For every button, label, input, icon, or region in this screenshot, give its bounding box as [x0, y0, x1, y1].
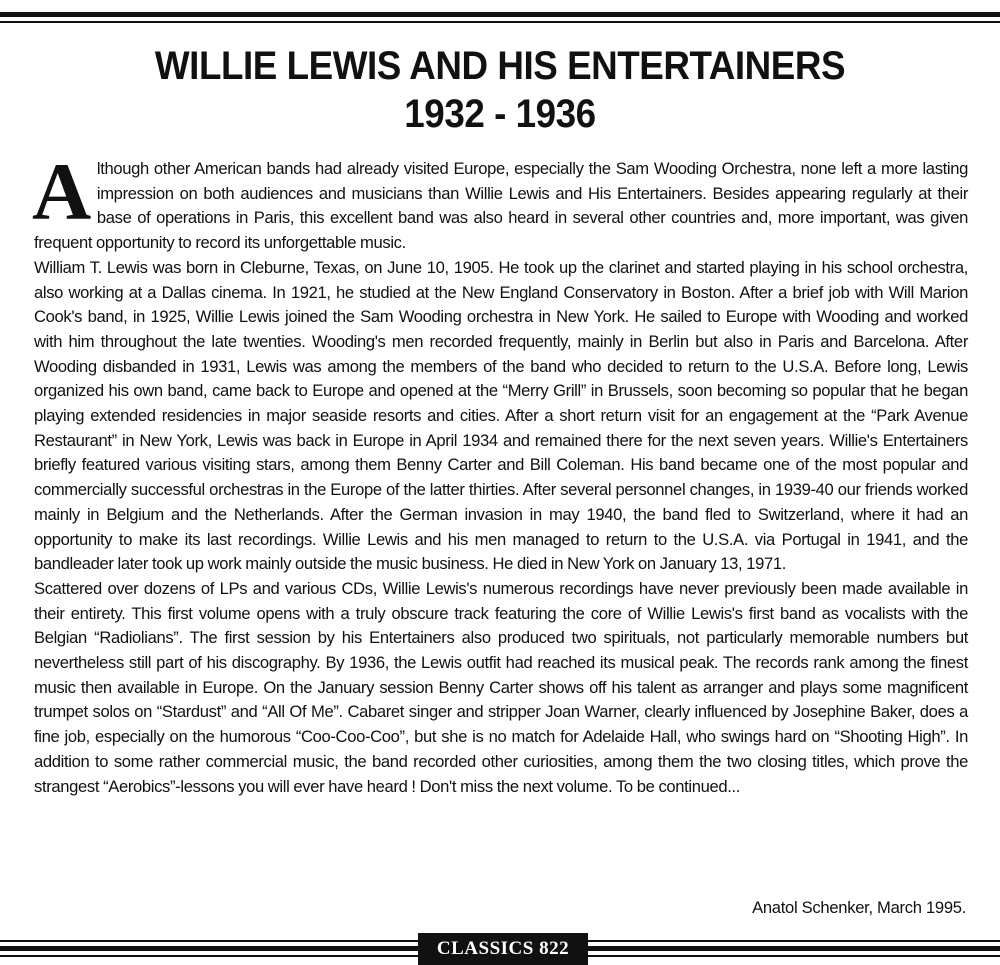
paragraph-biography: William T. Lewis was born in Cleburne, Texas, on June 10, 1905. He took up the clarinet and started playing in his school orchestra, also working at a Dallas cinema. In 1921, he studied at the New England Conservatory in Boston. After a brief job with Will Marion Cook's band, in 1925, Willie Lewis joined the Sam Wooding orchestra in New York. He sailed to Europe with Wooding and worked with him throughout the late twenties. Wooding's men recorded frequently, mainly in Berlin but also in Paris and Barcelona. After Wooding disbanded in 1931, Lewis was among the members of the band who decided to return to the U.S.A. Before long, Lewis organized his own band, came back to Europe and opened at the “Merry Grill” in Brussels, soon becoming so popular that he began playing extended residencies in major seaside resorts and cities. After a short return visit for an engagement at the “Park Avenue Restaurant” in New York, Lewis was back in Europe in April 1934 and remained there for the next seven years. Willie's Entertainers briefly featured various visiting stars, among them Benny Carter and Bill Coleman. His band became one of the most popular and commercially successful orchestras in the Europe of the latter thirties. After several personnel changes, in 1939-40 our friends worked mainly in Belgium and the Netherlands. After the German invasion in may 1940, the band fled to Switzerland, where it had an opportunity to make its last recordings. Willie Lewis and his men managed to return to the U.S.A. via Portugal in 1941, and the bandleader later took up work mainly outside the music business. He died in New York on January 13, 1971. — [34, 257, 968, 574]
page-title — [40, 42, 960, 138]
catalog-number-badge: CLASSICS 822 — [418, 933, 588, 965]
author-signature: Anatol Schenker, March 1995. — [752, 898, 966, 917]
top-double-rule — [0, 12, 1000, 24]
top-rule-thick-line — [0, 12, 1000, 17]
title-line-band-name: WILLIE LEWIS AND HIS ENTERTAINERS — [154, 44, 846, 88]
liner-notes-article — [32, 146, 968, 799]
paragraph-intro-text: lthough other American bands had already visited Europe, especially the Sam Wooding Orchestra, none left a more lasting impression on both audiences and musicians than Willie Lewis and His Entertainers. Besides appearing regularly at their base of operations in Paris, this excellent band was also heard in several other countries and, more important, was given frequent opportunity to record its unforgettable music. — [34, 159, 968, 253]
paragraph-intro — [32, 146, 968, 256]
title-line-years: 1932 - 1936 — [404, 92, 596, 136]
drop-cap-letter: A — [32, 146, 91, 237]
top-rule-thin-line — [0, 21, 1000, 23]
paragraph-recordings: Scattered over dozens of LPs and various CDs, Willie Lewis's numerous recordings have never previously been made available in their entirety. This first volume opens with a truly obscure track featuring the core of Willie Lewis's first band as vocalists with the Belgian “Radiolians”. The first session by his Entertainers also produced two spirituals, not particularly memorable numbers but nevertheless still part of his discography. By 1936, the Lewis outfit had reached its musical peak. The records rank among the finest music then available in Europe. On the January session Benny Carter shows off his talent as arranger and plays some magnificent trumpet solos on “Stardust” and “All Of Me”. Cabaret singer and stripper Joan Warner, clearly influenced by Josephine Baker, does a fine job, especially on the humorous “Coo-Coo-Coo”, but she is no match for Adelaide Hall, who swings hard on “Shooting High”. In addition to some rather commercial music, the band recorded other curiosities, among them the two closing titles, which prove the strangest “Aerobics”-lessons you will ever have heard ! Don't miss the next volume. To be continued... — [34, 578, 968, 796]
